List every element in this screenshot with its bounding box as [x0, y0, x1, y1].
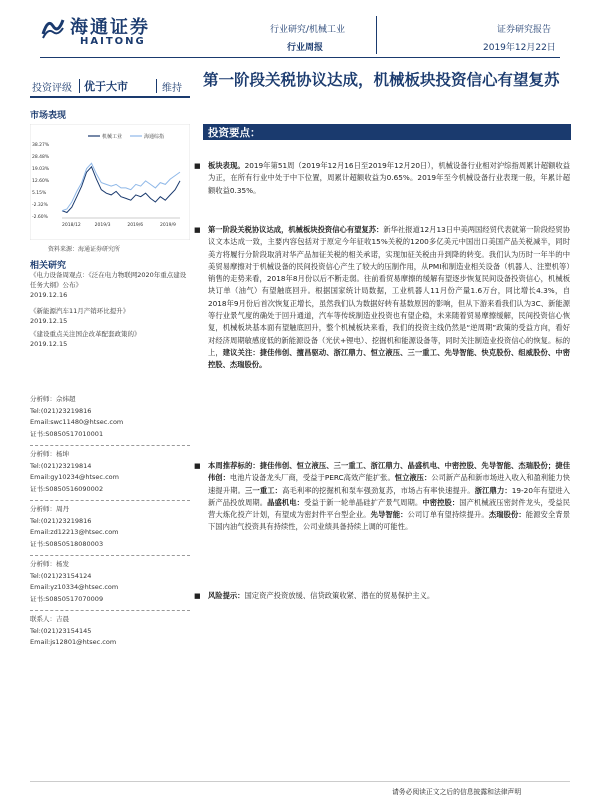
pick-desc: 高毛利率的挖掘机和泵车强劲复苏，市场占有率快速提升。: [282, 485, 475, 495]
pick-desc: 公司订单有望持续提升。: [407, 510, 489, 520]
related-item[interactable]: [30, 329, 190, 349]
pick-desc: 受益于新一轮单晶硅扩产景气周期。: [304, 497, 423, 507]
chart-source: 资料来源：海通证券研究所: [48, 246, 121, 253]
paragraph-tariff-agreement: [194, 224, 571, 372]
analyst-tel: Tel:(021)23219814: [30, 461, 92, 470]
investment-rating: [30, 77, 190, 98]
footer-rule: [30, 781, 570, 782]
analyst-cert: 证书:S0850516090002: [30, 484, 104, 493]
related-item[interactable]: [30, 270, 190, 300]
paragraph-risk: [194, 590, 570, 602]
analyst-tel: Tel:(021)23219816: [30, 516, 92, 525]
bullet-icon: ■: [194, 462, 201, 470]
analyst-name: 分析师：周丹: [30, 505, 69, 513]
analyst-name: 分析师：杨坤: [30, 450, 69, 458]
header-rule: [40, 57, 560, 58]
paragraph-sector-performance: [194, 160, 571, 197]
contact-tel: Tel:(021)23154145: [30, 626, 92, 635]
pick-name: 杰瑞股份：: [488, 510, 526, 520]
analyst-card: [30, 394, 190, 440]
related-date: 2019.12.15: [30, 340, 68, 348]
pick-name: 浙江鼎力：: [474, 485, 512, 495]
analyst-cert: 证书:S0850518080003: [30, 539, 104, 548]
x-tick-label: 2019/9: [160, 223, 176, 228]
y-tick-label: -2.60%: [32, 215, 48, 220]
bullet-icon: ■: [194, 592, 201, 600]
analyst-divider: [30, 500, 190, 501]
paragraph-lead: 第一阶段关税协议达成，机械板块投资信心有望复苏：: [208, 225, 384, 234]
analyst-email[interactable]: Email:yz10334@htsec.com: [30, 583, 119, 591]
header-divider: [376, 16, 377, 54]
related-title[interactable]: 《新能源汽车11月产销环比提升》: [30, 307, 130, 315]
y-tick-label: -2.32%: [32, 203, 48, 208]
analyst-tel: Tel:(021)23219816: [30, 406, 92, 415]
analyst-email[interactable]: Email:gy10234@htsec.com: [30, 473, 119, 481]
paragraph-lead: 板块表现。: [208, 161, 245, 170]
y-tick-label: 38.27%: [32, 143, 50, 148]
key-points-label: 投资要点：: [208, 127, 261, 139]
report-date: 2019年12月22日: [483, 43, 556, 53]
y-tick-label: 28.48%: [32, 155, 50, 160]
paragraph-lead: 本周推荐标的：: [208, 461, 260, 470]
logo-chinese: 海通证券: [70, 17, 150, 38]
analyst-name: 分析师：佘炜超: [30, 395, 76, 403]
pick-name: 中密控股：: [422, 497, 460, 507]
footer-disclaimer[interactable]: 请务必阅读正文之后的信息披露和法律声明: [392, 788, 522, 796]
picks-list: 捷佳伟创、恒立液压、三一重工、浙江鼎力、晶盛机电、中密控股、先导智能、杰瑞股份；: [259, 461, 556, 470]
y-tick-label: 5.15%: [32, 191, 47, 196]
legend-index: 海通综指: [144, 134, 165, 140]
haitong-logo-icon: [40, 14, 66, 40]
analyst-cert: 证书:S0850517070009: [30, 594, 104, 603]
contact-email[interactable]: Email:js12801@htsec.com: [30, 638, 117, 646]
related-heading: 相关研究: [30, 261, 67, 271]
paragraph-weekly-picks: [194, 460, 571, 534]
report-kind: 行业周报: [287, 43, 324, 53]
pick-desc: 19-20年有望进入新产品投放周期。: [208, 485, 571, 507]
rating-action: 维持: [162, 83, 182, 94]
analyst-email[interactable]: Email:zd12213@htsec.com: [30, 528, 119, 536]
paragraph-text: 2019年第51周（2019年12月16日至2019年12月20日），机械设备行业相对沪综指周累计超额收益为正，在所有行业中处于中下位置，周累计超额收益为0.65%。2019年至今机械设备行业表现一般，年累计超额收益0.35%。: [208, 161, 571, 195]
analyst-divider: [30, 610, 190, 611]
related-date: 2019.12.15: [30, 317, 68, 325]
paragraph-text: 国定资产投资放缓、信贷政策收紧、潜在的贸易保护主义。: [244, 591, 435, 600]
paragraph-text: 新华社报道12月13日中美两国经贸代表就第一阶段经贸协议文本达成一致，主要内容包括对于原定今年征收15%关税的1200多亿美元中国出口美国产品关税减半，同时美方将履行分阶段取消对华产品加征关税的相关承诺，实现加征关税由升到降的转变。我们认为历时一年半的中美贸易摩擦对于机械设备的民间投资信心产生了较大的压制作用，从PMI和制造业相关设备（机器人、注塑机等）销售的走势来看，2018年8月份以后不断走弱。往前看贸易摩擦的缓解有望逐步恢复民间设备投资信心，机械板块订单（油气）有望触底回升。根据国家统计局数据，工业机器人11月份产量1.6万台，同比增长4.3%，自2018年9月份后首次恢复正增长，虽然我们认为数据好转有基数原因的影响，但从下游来看我们认为3C、新能源等行业景气度的确处于回升通道，汽车等传统制造业投资也有望企稳，未来随着贸易摩擦缓解，民间投资信心恢复，机械板块基本面有望触底回升，整个机械板块来看，我们的投资主线仍然是“逆周期”政策的受益方向，看好对经济周期敏感度低的新能源设备（光伏+锂电）、挖掘机和能源设备等，同时关注制造业投资信心的恢复。标的上，: [208, 225, 570, 357]
analyst-card: [30, 504, 190, 550]
bullet-icon: ■: [194, 226, 201, 234]
rating-divider: [156, 79, 157, 93]
analyst-tel: Tel:(021)23154124: [30, 571, 92, 580]
contact-card: [30, 614, 190, 649]
paragraph-lead: 风险提示：: [208, 591, 245, 600]
page-title: 第一阶段关税协议达成，机械板块投资信心有望复苏: [203, 71, 560, 89]
contact-name: 联系人：吉晨: [30, 615, 69, 623]
bullet-icon: ■: [194, 162, 201, 170]
related-title[interactable]: 《电力设备周观点：《泛在电力物联网2020年重点建设任务大纲》公布》: [30, 271, 187, 289]
report-type: 证券研究报告: [497, 25, 552, 35]
y-tick-label: 19.03%: [32, 167, 50, 172]
recommended-stocks: 捷佳伟创、擅昌驱动、浙江鼎力、恒立液压、三一重工、先导智能、快克股份、组威股份、中密控股、杰瑞股份。: [208, 347, 571, 370]
analyst-divider: [30, 555, 190, 556]
analyst-divider: [30, 445, 190, 446]
related-item[interactable]: [30, 306, 190, 326]
market-heading: 市场表现: [30, 111, 67, 121]
pick-name: 捷佳伟创：: [208, 461, 571, 483]
pick-desc: 电池片设备龙头厂商，受益于PERC高效产能扩张。: [229, 473, 395, 483]
pick-desc: 国产机械液压密封件龙头，受益民营大炼化投产计划，有望成为密封件平台型企业。: [208, 497, 571, 520]
related-date: 2019.12.16: [30, 291, 68, 299]
analyst-name: 分析师：杨发: [30, 560, 69, 568]
recommendation-lead: 建议关注：: [222, 347, 260, 357]
pick-name: 先导智能：: [370, 510, 408, 520]
analyst-card: [30, 449, 190, 495]
pick-desc: 能源安全背景下国内油气投资具有持续性，公司业绩具备持续上调的可能性。: [208, 510, 571, 532]
x-tick-label: 2018/12: [62, 223, 81, 228]
report-category: 行业研究/机械工业: [270, 25, 346, 35]
pick-name: 三一重工：: [245, 485, 283, 495]
related-title[interactable]: 《建设重点关注国企改革配套政策的》: [30, 330, 141, 338]
analyst-email[interactable]: Email:swc11480@htsec.com: [30, 418, 124, 426]
rating-divider: [79, 79, 80, 93]
y-tick-label: 12.60%: [32, 179, 50, 184]
analyst-cert: 证书:S0850517010001: [30, 429, 104, 438]
market-performance-chart: [30, 124, 190, 240]
rating-label: 投资评级: [32, 83, 72, 94]
legend-machinery: 机械工业: [102, 134, 123, 140]
pick-name: 恒立液压：: [394, 473, 432, 483]
x-tick-label: 2019/6: [127, 223, 144, 228]
logo-english: HAITONG: [80, 36, 146, 47]
pick-name: 晶盛机电：: [267, 497, 305, 507]
pick-desc: 公司新产品和新市场进入收入和盈利能力快速提升期。: [208, 473, 571, 495]
rating-value: 优于大市: [84, 80, 128, 93]
analyst-card: [30, 559, 190, 605]
x-tick-label: 2019/3: [94, 223, 111, 228]
